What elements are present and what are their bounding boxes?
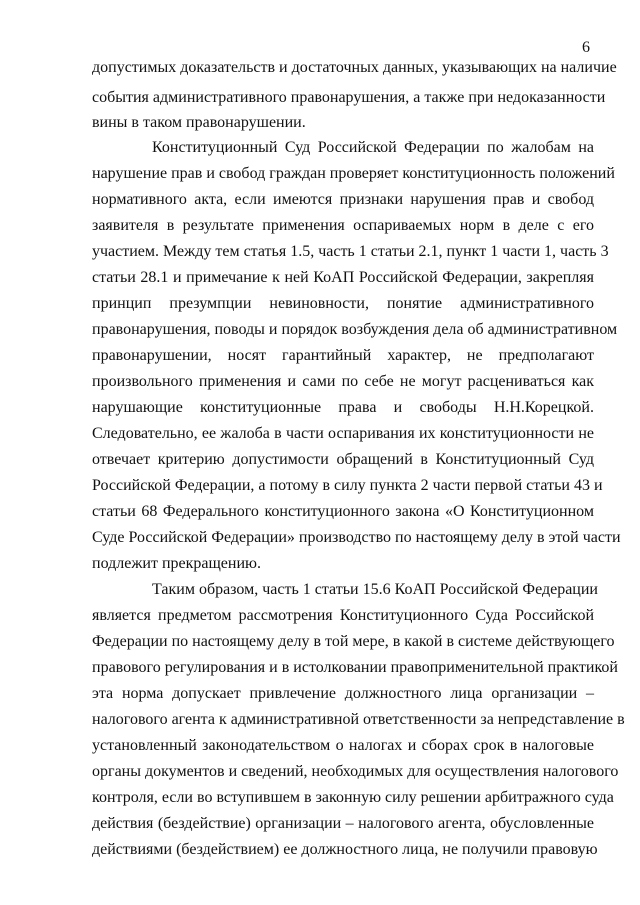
text-line: органы документов и сведений, необходимых для осуществления налогового	[92, 763, 619, 780]
text-line: подлежит прекращению.	[92, 555, 261, 572]
text-line: Таким образом, часть 1 статьи 15.6 КоАП Российской Федерации	[152, 581, 598, 598]
text-line: является предметом рассмотрения Конституционного Суда Российской	[92, 607, 594, 624]
text-line: допустимых доказательств и достаточных данных, указывающих на наличие	[92, 59, 617, 76]
text-line: правонарушения, поводы и порядок возбуждения дела об административном	[92, 321, 618, 338]
text-line: вины в таком правонарушении.	[92, 114, 306, 131]
text-line: налогового агента к административной ответственности за непредставление в	[92, 711, 625, 728]
text-line: установленный законодательством о налогах и сборах срок в налоговые	[92, 737, 594, 754]
text-line: нарушение прав и свобод граждан проверяет конституционность положений	[92, 165, 615, 182]
text-line: события административного правонарушения, а также при недоказанности	[92, 89, 606, 106]
text-line: действиями (бездействием) ее должностного лица, не получили правовую	[92, 841, 598, 858]
text-line: участием. Между тем статья 1.5, часть 1 статьи 2.1, пункт 1 части 1, часть 3	[92, 243, 609, 260]
text-line: нарушающие конституционные права и свободы Н.Н.Корецкой.	[92, 399, 594, 416]
text-line: заявителя в результате применения оспариваемых норм в деле с его	[92, 217, 594, 234]
text-line: статьи 28.1 и примечание к ней КоАП Российской Федерации, закрепляя	[92, 269, 594, 286]
text-line: произвольного применения и сами по себе не могут расцениваться как	[92, 373, 594, 390]
text-line: Конституционный Суд Российской Федерации по жалобам на	[152, 139, 594, 156]
text-line: Следовательно, ее жалоба в части оспаривания их конституционности не	[92, 425, 594, 442]
text-line: Суде Российской Федерации» производство по настоящему делу в этой части	[92, 529, 621, 546]
text-line: отвечает критерию допустимости обращений в Конституционный Суд	[92, 451, 594, 468]
text-line: Федерации по настоящему делу в той мере, в какой в системе действующего	[92, 633, 615, 650]
text-line: статьи 68 Федерального конституционного закона «О Конституционном	[92, 503, 594, 520]
text-line: эта норма допускает привлечение должностного лица организации –	[92, 685, 594, 702]
text-line: нормативного акта, если имеются признаки нарушения прав и свобод	[92, 191, 594, 208]
text-line: действия (бездействие) организации – налогового агента, обусловленные	[92, 815, 594, 832]
text-line: Российской Федерации, а потому в силу пункта 2 части первой статьи 43 и	[92, 477, 603, 494]
text-line: правового регулирования и в истолковании правоприменительной практикой	[92, 659, 618, 676]
page-number: 6	[582, 39, 590, 56]
text-line: правонарушении, носят гарантийный характер, не предполагают	[92, 347, 594, 364]
text-line: контроля, если во вступившем в законную силу решении арбитражного суда	[92, 789, 614, 806]
text-line: принцип презумпции невиновности, понятие административного	[92, 295, 594, 312]
